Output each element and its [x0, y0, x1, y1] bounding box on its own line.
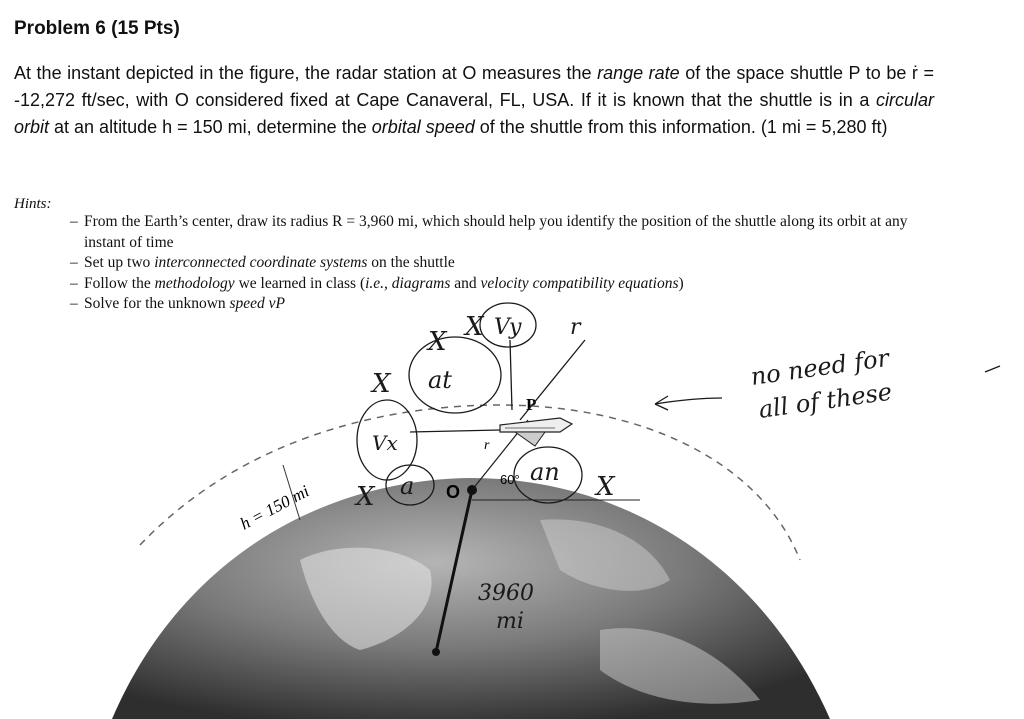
statement-emphasis-orbital-speed: orbital speed — [371, 117, 475, 137]
hand-note-line1: no need for — [748, 343, 891, 391]
hint-text: we learned in class ( — [234, 274, 366, 292]
label-o: O — [446, 482, 461, 502]
hand-r: r — [570, 315, 581, 340]
statement-part: of the space shuttle P to be ṙ = -12,272 ft/sec, with O considered fixed at Cape Canaveral, FL, USA. If it is known that the shuttle is in a — [14, 63, 934, 110]
hand-radius-unit: mi — [496, 609, 524, 634]
hint-emphasis: speed vP — [229, 295, 286, 312]
statement-emphasis-range-rate: range rate — [597, 63, 680, 83]
arrow-diag — [520, 340, 585, 420]
hints-heading: Hints: — [14, 196, 52, 212]
hand-radius-number: 3960 — [478, 581, 534, 606]
statement-part: At the instant depicted in the figure, the radar station at O measures the — [14, 63, 598, 83]
note-dash — [985, 366, 1000, 372]
label-p: P — [526, 395, 537, 414]
radar-station-o — [467, 485, 477, 495]
hand-at: at — [428, 366, 452, 394]
hand-x-mark: X — [596, 472, 615, 502]
hint-text: on the shuttle — [367, 254, 455, 271]
hand-x-mark: X — [372, 369, 391, 399]
statement-part: at an altitude h = 150 mi, determine the — [49, 117, 372, 137]
handwritten-annotations — [357, 303, 1000, 505]
hint-text: Set up two — [84, 254, 155, 271]
pointer-arrow — [655, 396, 722, 410]
hand-x-mark: X — [356, 482, 375, 512]
label-angle: 60° — [500, 472, 520, 487]
hint-emphasis: methodology — [154, 274, 235, 292]
problem-title: Problem 6 (15 Pts) — [14, 18, 180, 39]
hand-vx: Vx — [372, 431, 398, 455]
arrow-up — [510, 340, 512, 410]
hint-emphasis: velocity compatibility equations — [480, 274, 679, 292]
circle-at — [409, 337, 501, 413]
hint-text: and — [450, 274, 481, 292]
label-r: r — [484, 438, 490, 453]
hint-emphasis: interconnected coordinate systems — [154, 254, 368, 271]
label-altitude: h = 150 mi — [236, 481, 313, 534]
hint-text: Follow the — [84, 274, 155, 292]
hint-text: ) — [678, 274, 684, 292]
hand-a: a — [400, 472, 415, 500]
hand-x-mark: X — [428, 327, 447, 357]
hand-x-mark: X — [465, 312, 484, 342]
hint-text: Solve for the unknown — [84, 295, 230, 312]
hint-text: From the Earth’s center, draw its radius R = 3,960 mi, which should help you identify the position of the shuttle along its orbit at any instant of time — [84, 213, 908, 251]
hand-an: an — [530, 458, 560, 486]
arrow-left — [410, 430, 500, 432]
earth-center — [432, 648, 440, 656]
hand-note-line2: all of these — [756, 377, 894, 424]
statement-emphasis-circular-orbit: circular orbit — [14, 90, 934, 137]
hint-emphasis: i.e., diagrams — [365, 274, 451, 292]
hand-vy: Vy — [494, 315, 522, 340]
statement-part: of the shuttle from this information. (1 mi = 5,280 ft) — [474, 117, 888, 137]
